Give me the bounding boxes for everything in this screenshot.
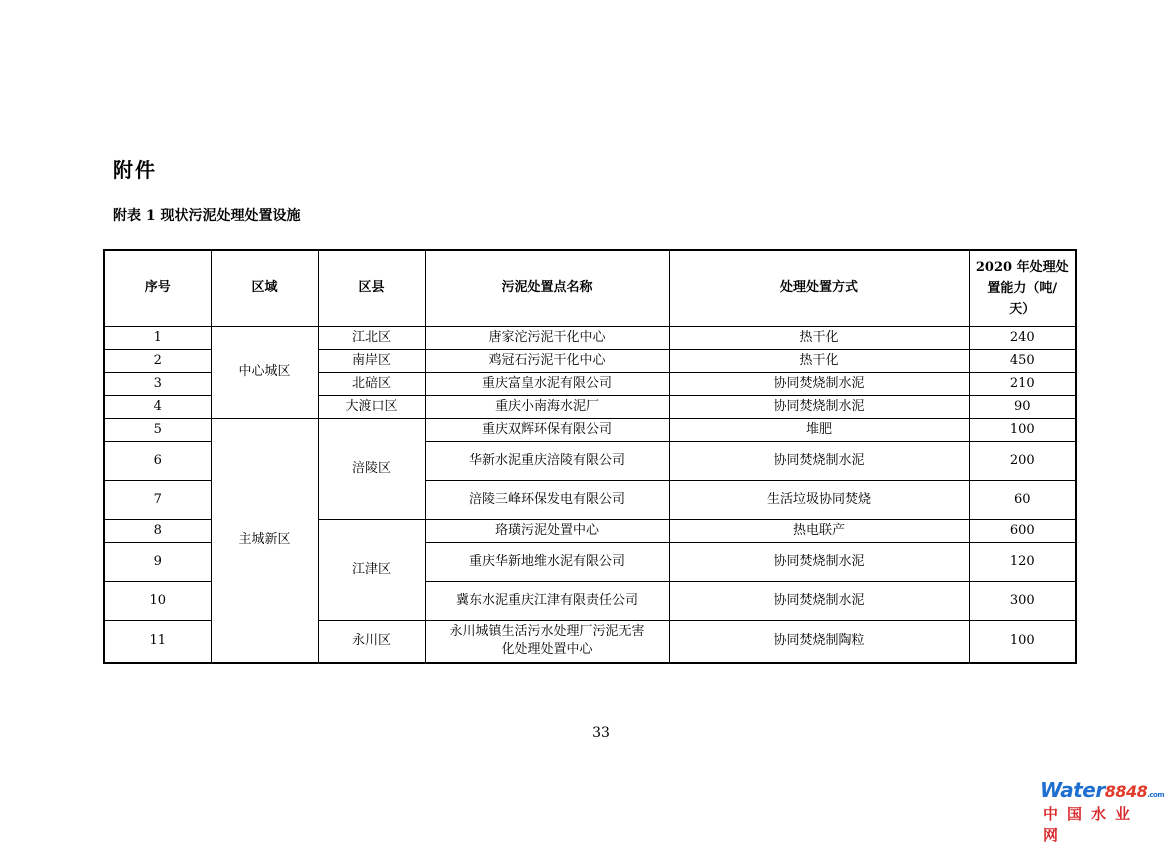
cell-no: 6	[104, 441, 211, 480]
table-title: 附表 1 现状污泥处理处置设施	[113, 208, 301, 224]
table-header-row	[104, 250, 1076, 326]
cell-method: 协同焚烧制陶粒	[669, 620, 969, 663]
cell-method: 协同焚烧制水泥	[669, 581, 969, 620]
watermark-number: 8848	[1104, 782, 1148, 801]
watermark-wordmark	[1040, 778, 1165, 802]
cell-method: 堆肥	[669, 418, 969, 441]
cell-capacity: 200	[969, 441, 1076, 480]
cell-capacity: 100	[969, 418, 1076, 441]
cell-capacity: 100	[969, 620, 1076, 663]
cell-site: 重庆小南海水泥厂	[425, 395, 669, 418]
cell-county: 南岸区	[318, 349, 425, 372]
cell-no: 11	[104, 620, 211, 663]
header-region: 区域	[211, 250, 318, 326]
sludge-facilities-table	[103, 249, 1077, 664]
document-heading: 附件	[113, 158, 157, 182]
cell-method: 生活垃圾协同焚烧	[669, 480, 969, 519]
cell-county: 永川区	[318, 620, 425, 663]
cell-no: 10	[104, 581, 211, 620]
cell-capacity: 300	[969, 581, 1076, 620]
cell-method: 热干化	[669, 326, 969, 349]
cell-capacity: 240	[969, 326, 1076, 349]
cell-capacity: 600	[969, 519, 1076, 542]
cell-no: 3	[104, 372, 211, 395]
header-site: 污泥处置点名称	[425, 250, 669, 326]
cell-county: 江津区	[318, 519, 425, 620]
cell-county: 江北区	[318, 326, 425, 349]
cell-site: 冀东水泥重庆江津有限责任公司	[425, 581, 669, 620]
cell-region: 中心城区	[211, 326, 318, 418]
cell-site	[425, 620, 669, 663]
cell-site: 华新水泥重庆涪陵有限公司	[425, 441, 669, 480]
cell-no: 2	[104, 349, 211, 372]
header-capacity-line1: 2020 年处理处	[975, 259, 1069, 275]
watermark-word: Water	[1040, 778, 1105, 802]
cell-no: 1	[104, 326, 211, 349]
cell-capacity: 450	[969, 349, 1076, 372]
table-row	[104, 326, 1076, 349]
cell-no: 9	[104, 542, 211, 581]
header-seq: 序号	[104, 250, 211, 326]
header-capacity	[969, 250, 1076, 326]
cell-method: 协同焚烧制水泥	[669, 372, 969, 395]
cell-capacity: 210	[969, 372, 1076, 395]
cell-site-line2: 化处理处置中心	[501, 642, 593, 658]
cell-method: 热干化	[669, 349, 969, 372]
cell-no: 8	[104, 519, 211, 542]
cell-county: 涪陵区	[318, 418, 425, 519]
table-row	[104, 418, 1076, 441]
cell-capacity: 60	[969, 480, 1076, 519]
cell-capacity: 120	[969, 542, 1076, 581]
watermark-chinese: 中国水业网	[1043, 805, 1140, 844]
cell-region: 主城新区	[211, 418, 318, 663]
cell-site: 涪陵三峰环保发电有限公司	[425, 480, 669, 519]
cell-no: 4	[104, 395, 211, 418]
cell-no: 7	[104, 480, 211, 519]
cell-method: 协同焚烧制水泥	[669, 542, 969, 581]
cell-site: 重庆富皇水泥有限公司	[425, 372, 669, 395]
watermark-logo	[1040, 778, 1165, 845]
cell-method: 协同焚烧制水泥	[669, 441, 969, 480]
cell-county: 北碚区	[318, 372, 425, 395]
cell-no: 5	[104, 418, 211, 441]
header-capacity-line2: 置能力（吨/	[987, 280, 1058, 296]
cell-method: 协同焚烧制水泥	[669, 395, 969, 418]
cell-site: 重庆华新地维水泥有限公司	[425, 542, 669, 581]
page-number: 33	[592, 725, 610, 741]
cell-site: 珞璜污泥处置中心	[425, 519, 669, 542]
cell-site: 重庆双辉环保有限公司	[425, 418, 669, 441]
header-county: 区县	[318, 250, 425, 326]
cell-capacity: 90	[969, 395, 1076, 418]
header-method: 处理处置方式	[669, 250, 969, 326]
cell-site: 唐家沱污泥干化中心	[425, 326, 669, 349]
cell-method: 热电联产	[669, 519, 969, 542]
watermark-suffix: .com	[1147, 791, 1165, 799]
header-capacity-line3: 天）	[1009, 301, 1036, 317]
cell-site-line1: 永川城镇生活污水处理厂污泥无害	[449, 624, 645, 640]
cell-site: 鸡冠石污泥干化中心	[425, 349, 669, 372]
cell-county: 大渡口区	[318, 395, 425, 418]
